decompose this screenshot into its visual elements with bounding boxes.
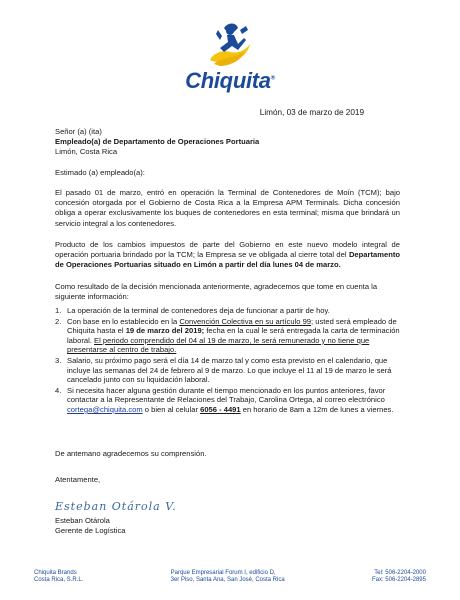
footer-company: Chiquita Brands Costa Rica, S.R.L. — [34, 570, 84, 584]
signer-block — [55, 516, 400, 536]
footer-address: Parque Empresarial Forum I, edificio D, 3er Piso, Santa Ana, San José, Costa Rica — [170, 570, 285, 584]
email-link[interactable]: cortega@chiquita.com — [67, 404, 143, 414]
letter-date: Limón, 03 de marzo de 2019 — [259, 108, 364, 117]
letterhead-footer — [34, 570, 426, 585]
recipient-location: Limón, Costa Rica — [55, 147, 118, 157]
signer-name: Esteban Otárola — [55, 516, 110, 525]
paragraph-2: Producto de los cambios impuestos de parte del Gobierno en este nuevo modelo integral de operación portuaria brindado por la TCM; la Empresa se ve obligada al cierre total del Departamento de Operaciones Portuarias situado en Limón a partir del día lunes 04 de marzo. — [55, 240, 400, 270]
list-item: 1. La operación de la terminal de contenedores deja de funcionar a partir de hoy. — [55, 306, 330, 315]
thanks-line: De antemano agradecemos su comprensión. — [55, 449, 207, 458]
handwritten-signature: Esteban Otárola V. — [55, 500, 177, 513]
paragraph-3: Como resultado de la decisión mencionada anteriormente, agradecemos que tome en cuenta la siguiente información: — [55, 282, 378, 302]
recipient-role: Empleado(a) de Departamento de Operaciones Portuaria — [55, 137, 260, 147]
greeting: Estimado (a) empleado(a): — [55, 168, 145, 177]
phone-number: 6056 - 4491 — [200, 404, 241, 414]
miss-chiquita-icon — [200, 22, 260, 70]
recipient-block — [55, 127, 400, 158]
recipient-salutation: Señor (a) (ita) — [55, 127, 102, 136]
footer-contact: Tel: 506-2204-2000 Fax: 506-2204-2895 — [371, 570, 426, 584]
list-item: 4. Si necesita hacer alguna gestión durante el tiempo mencionado en los puntos anteriores, favor contactar a la Representante de Relaciones del Trabajo, Carolina Ortega, al correo electrónico cortega@chiquita.com o bien al celular 6056 - 4491 en horario de 8am a 12m de lunes a viernes. — [55, 385, 394, 414]
paragraph-1: El pasado 01 de marzo, entró en operación la Terminal de Contenedores de Moín (TCM); bajo concesión otorgada por el Gobierno de Costa Rica a la Empresa APM Terminals. Dicha concesión obliga a operar exclusivamente los buques de contenedores en esta terminal; misma que brindará un servicio integral a los contenedores. — [55, 188, 400, 228]
list-item: 2. Con base en lo establecido en la Convención Colectiva en su artículo 99; usted será empleado de Chiquita hasta el 19 de marzo del 2019; fecha en la cual le será entregada la carta de terminación laboral. El periodo comprendido del 04 al 19 de marzo, le será remunerado y no tiene que presentarse al centro de trabajo. — [55, 316, 400, 355]
signer-title: Gerente de Logística — [55, 526, 126, 536]
information-list — [55, 306, 400, 416]
chiquita-logo — [0, 22, 460, 94]
brand-name: Chiquita® — [185, 68, 275, 93]
closing: Atentamente, — [55, 475, 101, 484]
list-item: 3. Salario, su próximo pago será el día 14 de marzo tal y como esta previsto en el calendario, que incluye las semanas del 24 de febrero al 9 de marzo. Lo que incluye el 11 al 19 de marzo le será cancelado junto con su liquidación laboral. — [55, 355, 392, 385]
